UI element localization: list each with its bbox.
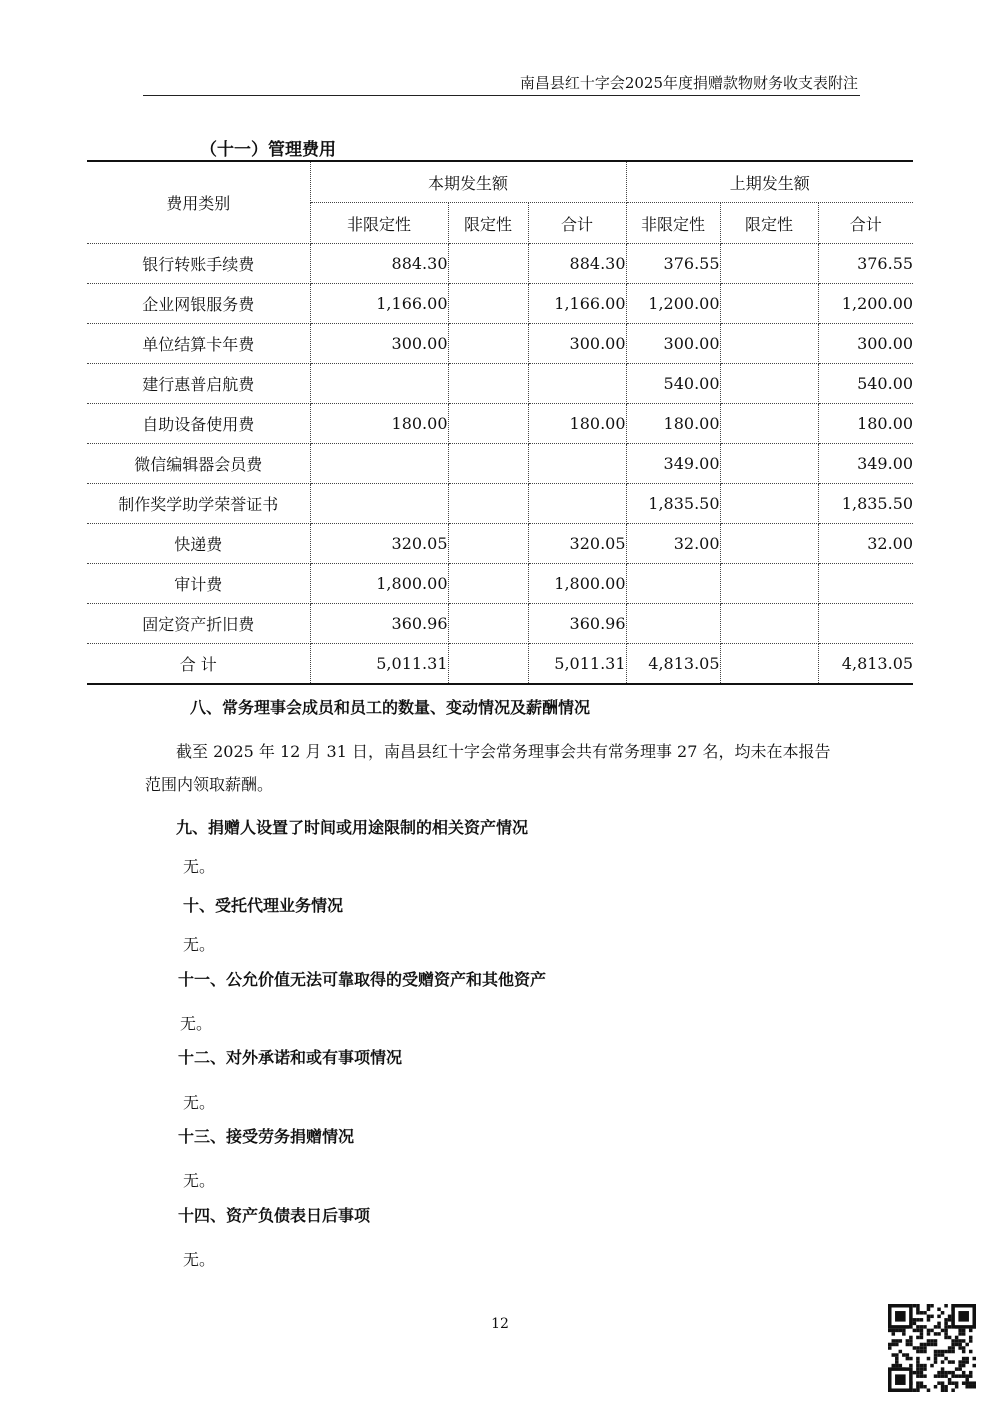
cell-prev-unrestricted bbox=[626, 604, 720, 644]
cell-cur-total: 320.05 bbox=[528, 524, 626, 564]
cell-prev-total: 540.00 bbox=[818, 364, 913, 404]
cell-prev-total: 1,200.00 bbox=[818, 284, 913, 324]
cell-cur-unrestricted: 360.96 bbox=[310, 604, 448, 644]
cell-prev-total: 180.00 bbox=[818, 404, 913, 444]
section-13-body: 无。 bbox=[183, 1171, 216, 1190]
section-8-heading: 八、常务理事会成员和员工的数量、变动情况及薪酬情况 bbox=[190, 698, 591, 717]
cell-prev-restricted bbox=[720, 284, 818, 324]
cell-cur-unrestricted: 5,011.31 bbox=[310, 644, 448, 685]
cell-cur-total: 180.00 bbox=[528, 404, 626, 444]
cell-category: 微信编辑器会员费 bbox=[87, 444, 310, 484]
table-body bbox=[87, 244, 913, 685]
cell-cur-total bbox=[528, 364, 626, 404]
cell-prev-unrestricted: 180.00 bbox=[626, 404, 720, 444]
table-row bbox=[87, 644, 913, 685]
section-9-heading: 九、捐赠人设置了时间或用途限制的相关资产情况 bbox=[176, 818, 529, 837]
cell-prev-restricted bbox=[720, 564, 818, 604]
header-cur-unrestricted: 非限定性 bbox=[310, 203, 448, 244]
cell-cur-restricted bbox=[448, 484, 528, 524]
cell-cur-total: 5,011.31 bbox=[528, 644, 626, 685]
cell-cur-restricted bbox=[448, 444, 528, 484]
header-cur-restricted: 限定性 bbox=[448, 203, 528, 244]
section-14-heading: 十四、资产负债表日后事项 bbox=[178, 1206, 371, 1225]
table-row bbox=[87, 284, 913, 324]
table-row bbox=[87, 244, 913, 284]
cell-prev-unrestricted: 300.00 bbox=[626, 324, 720, 364]
cell-category: 制作奖学助学荣誉证书 bbox=[87, 484, 310, 524]
header-prev-total: 合计 bbox=[818, 203, 913, 244]
cell-cur-unrestricted: 884.30 bbox=[310, 244, 448, 284]
cell-cur-restricted bbox=[448, 644, 528, 685]
header-prev-restricted: 限定性 bbox=[720, 203, 818, 244]
table-row bbox=[87, 524, 913, 564]
cell-prev-total: 300.00 bbox=[818, 324, 913, 364]
cell-prev-unrestricted: 376.55 bbox=[626, 244, 720, 284]
cell-cur-unrestricted: 320.05 bbox=[310, 524, 448, 564]
cell-cur-unrestricted: 1,800.00 bbox=[310, 564, 448, 604]
cell-prev-total: 32.00 bbox=[818, 524, 913, 564]
cell-cur-unrestricted: 180.00 bbox=[310, 404, 448, 444]
section-10-body: 无。 bbox=[183, 935, 216, 954]
table-row bbox=[87, 324, 913, 364]
cell-prev-restricted bbox=[720, 444, 818, 484]
table-row bbox=[87, 364, 913, 404]
cell-prev-restricted bbox=[720, 324, 818, 364]
header-current-period: 本期发生额 bbox=[310, 161, 626, 203]
cell-cur-restricted bbox=[448, 244, 528, 284]
table-row bbox=[87, 404, 913, 444]
cell-prev-total: 349.00 bbox=[818, 444, 913, 484]
cell-cur-total: 1,800.00 bbox=[528, 564, 626, 604]
cell-cur-total: 884.30 bbox=[528, 244, 626, 284]
cell-cur-total: 300.00 bbox=[528, 324, 626, 364]
cell-prev-total: 4,813.05 bbox=[818, 644, 913, 685]
section-11-heading: 十一、公允价值无法可靠取得的受赠资产和其他资产 bbox=[178, 970, 547, 989]
cell-prev-restricted bbox=[720, 244, 818, 284]
cell-prev-unrestricted: 540.00 bbox=[626, 364, 720, 404]
table-row bbox=[87, 604, 913, 644]
header-cur-total: 合计 bbox=[528, 203, 626, 244]
cell-cur-unrestricted bbox=[310, 484, 448, 524]
cell-category: 银行转账手续费 bbox=[87, 244, 310, 284]
cell-prev-total bbox=[818, 604, 913, 644]
cell-category: 建行惠普启航费 bbox=[87, 364, 310, 404]
cell-prev-unrestricted: 1,200.00 bbox=[626, 284, 720, 324]
cell-cur-unrestricted bbox=[310, 364, 448, 404]
cell-prev-restricted bbox=[720, 364, 818, 404]
cell-category: 合 计 bbox=[87, 644, 310, 685]
cell-prev-unrestricted: 1,835.50 bbox=[626, 484, 720, 524]
header-rule bbox=[143, 95, 860, 96]
page-number: 12 bbox=[491, 1316, 509, 1332]
table-row bbox=[87, 564, 913, 604]
cell-category: 自助设备使用费 bbox=[87, 404, 310, 444]
cell-cur-total: 1,166.00 bbox=[528, 284, 626, 324]
cell-cur-restricted bbox=[448, 364, 528, 404]
section-8-body-line1: 截至 2025 年 12 月 31 日，南昌县红十字会常务理事会共有常务理事 27 名，均未在本报告 bbox=[176, 742, 831, 761]
cell-cur-restricted bbox=[448, 604, 528, 644]
cell-category: 固定资产折旧费 bbox=[87, 604, 310, 644]
cell-cur-restricted bbox=[448, 564, 528, 604]
management-fees-table bbox=[87, 160, 913, 685]
header-previous-period: 上期发生额 bbox=[626, 161, 913, 203]
cell-cur-unrestricted: 300.00 bbox=[310, 324, 448, 364]
cell-cur-restricted bbox=[448, 324, 528, 364]
cell-prev-restricted bbox=[720, 644, 818, 685]
section-12-body: 无。 bbox=[183, 1093, 216, 1112]
cell-prev-total: 1,835.50 bbox=[818, 484, 913, 524]
cell-prev-unrestricted: 32.00 bbox=[626, 524, 720, 564]
cell-prev-unrestricted bbox=[626, 564, 720, 604]
cell-prev-restricted bbox=[720, 484, 818, 524]
cell-category: 审计费 bbox=[87, 564, 310, 604]
section-13-heading: 十三、接受劳务捐赠情况 bbox=[178, 1127, 355, 1146]
cell-category: 单位结算卡年费 bbox=[87, 324, 310, 364]
section-10-heading: 十、受托代理业务情况 bbox=[183, 896, 344, 915]
cell-cur-total bbox=[528, 444, 626, 484]
cell-cur-unrestricted bbox=[310, 444, 448, 484]
table-row bbox=[87, 444, 913, 484]
cell-prev-restricted bbox=[720, 524, 818, 564]
cell-cur-restricted bbox=[448, 524, 528, 564]
cell-cur-restricted bbox=[448, 284, 528, 324]
cell-cur-total bbox=[528, 484, 626, 524]
header-prev-unrestricted: 非限定性 bbox=[626, 203, 720, 244]
table-header-row bbox=[87, 161, 913, 203]
cell-prev-total bbox=[818, 564, 913, 604]
cell-cur-total: 360.96 bbox=[528, 604, 626, 644]
header-category: 费用类别 bbox=[87, 161, 310, 244]
cell-prev-unrestricted: 4,813.05 bbox=[626, 644, 720, 685]
cell-prev-total: 376.55 bbox=[818, 244, 913, 284]
cell-category: 企业网银服务费 bbox=[87, 284, 310, 324]
cell-prev-unrestricted: 349.00 bbox=[626, 444, 720, 484]
document-header-title: 南昌县红十字会2025年度捐赠款物财务收支表附注 bbox=[519, 74, 858, 92]
cell-cur-unrestricted: 1,166.00 bbox=[310, 284, 448, 324]
section-title-management-fees: （十一）管理费用 bbox=[200, 140, 336, 160]
qr-code-icon bbox=[888, 1304, 976, 1392]
cell-category: 快递费 bbox=[87, 524, 310, 564]
section-9-body: 无。 bbox=[183, 857, 216, 876]
section-14-body: 无。 bbox=[183, 1250, 216, 1269]
cell-cur-restricted bbox=[448, 404, 528, 444]
section-8-body-line2: 范围内领取薪酬。 bbox=[145, 775, 274, 794]
cell-prev-restricted bbox=[720, 604, 818, 644]
section-12-heading: 十二、对外承诺和或有事项情况 bbox=[178, 1048, 403, 1067]
table-row bbox=[87, 484, 913, 524]
section-11-body: 无。 bbox=[180, 1014, 213, 1033]
cell-prev-restricted bbox=[720, 404, 818, 444]
